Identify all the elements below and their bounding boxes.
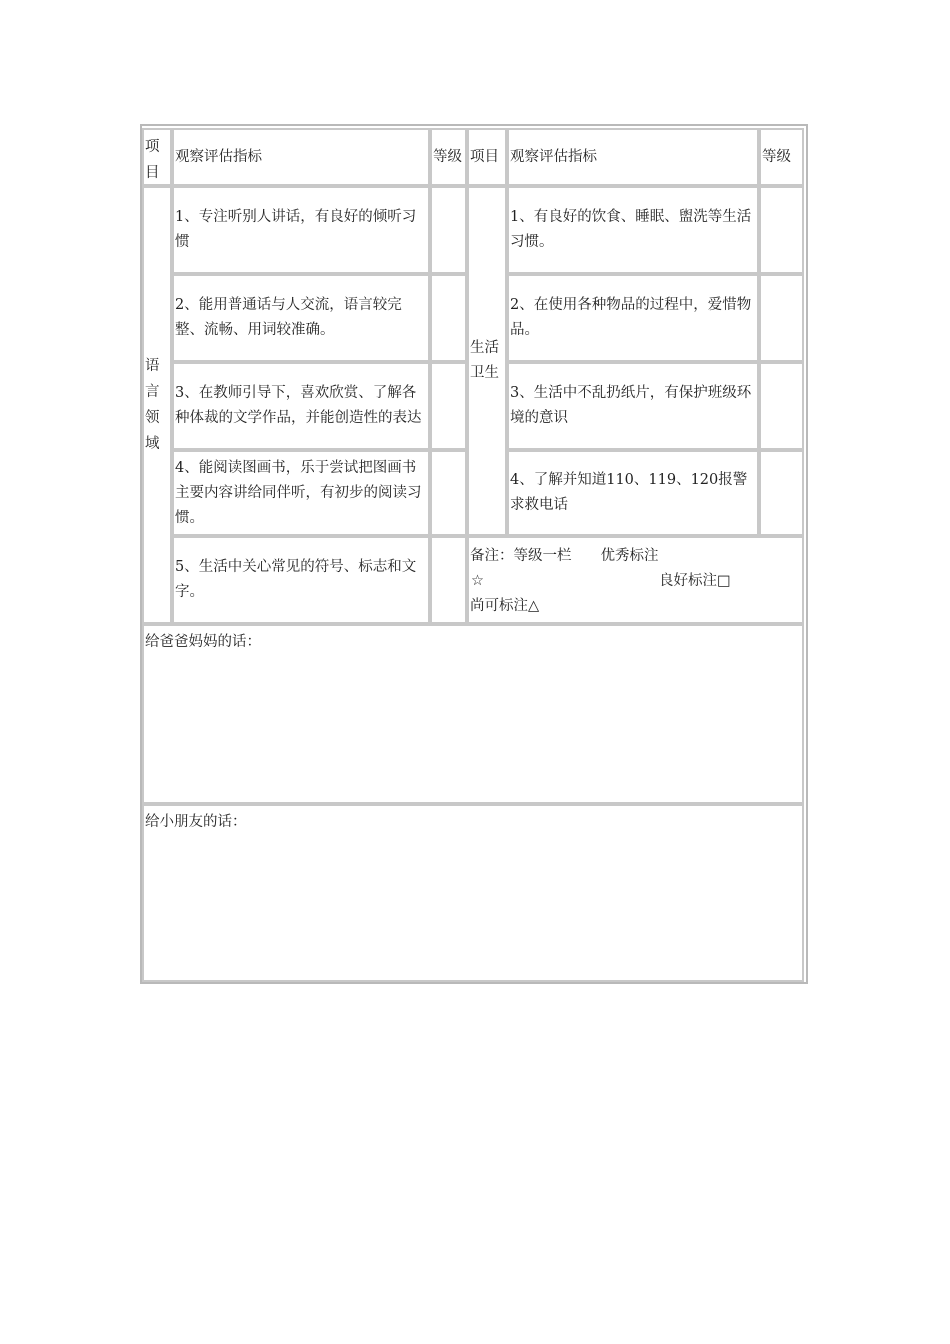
hygiene-domain-cell [467, 186, 507, 536]
language-indicator-row [172, 450, 430, 536]
hygiene-indicator-text: 3、生活中不乱扔纸片，有保护班级环境的意识 [510, 385, 752, 426]
hygiene-domain-label: 生活卫生 [470, 340, 499, 381]
header-item-right [467, 128, 507, 186]
hygiene-indicator-text: 2、在使用各种物品的过程中，爱惜物品。 [510, 297, 752, 338]
parents-message-label: 给爸爸妈妈的话： [145, 634, 261, 650]
child-message-area[interactable] [142, 804, 804, 982]
header-grade-left [430, 128, 467, 186]
language-indicator-row [172, 362, 430, 450]
hygiene-indicator-text: 4、了解并知道110、119、120报警求救电话 [510, 472, 748, 513]
language-domain-label: 语言领域 [145, 358, 160, 452]
hygiene-grade-cell [759, 274, 804, 362]
note-line-excellent: 备注：等级一栏 优秀标注 [470, 548, 659, 564]
header-grade-right [759, 128, 804, 186]
language-indicator-text: 1、专注听别人讲话，有良好的倾听习惯 [175, 209, 417, 250]
language-grade-cell [430, 362, 467, 450]
note-line-good: 良好标注□ [659, 573, 731, 589]
header-indicators-right [507, 128, 759, 186]
parents-message-area[interactable] [142, 624, 804, 804]
note-line-good-row [470, 569, 801, 594]
language-indicator-row [172, 536, 430, 624]
language-indicator-row [172, 274, 430, 362]
hygiene-grade-cell [759, 186, 804, 274]
language-indicator-text: 3、在教师引导下，喜欢欣赏、了解各种体裁的文学作品，并能创造性的表达 [175, 385, 422, 426]
hygiene-grade-cell [759, 362, 804, 450]
language-indicator-text: 4、能阅读图画书，乐于尝试把图画书主要内容讲给同伴听，有初步的阅读习惯。 [175, 459, 422, 526]
note-line-fair: 尚可标注△ [470, 598, 540, 614]
header-item-left [142, 128, 172, 186]
excellent-star-mark: ☆ [471, 573, 484, 589]
hygiene-indicator-row [507, 362, 759, 450]
header-item-right-text: 项目 [470, 148, 499, 165]
language-indicator-row [172, 186, 430, 274]
grade-legend-note [467, 536, 804, 624]
language-indicator-text: 2、能用普通话与人交流，语言较完整、流畅、用词较准确。 [175, 297, 402, 338]
header-item-left-text: 项目 [145, 139, 160, 181]
header-indicators-left [172, 128, 430, 186]
hygiene-indicator-row [507, 274, 759, 362]
hygiene-indicator-text: 1、有良好的饮食、睡眠、盥洗等生活习惯。 [510, 209, 752, 250]
language-indicator-text: 5、生活中关心常见的符号、标志和文字。 [175, 559, 417, 600]
hygiene-grade-cell [759, 450, 804, 536]
header-grade-left-text: 等级 [433, 148, 462, 165]
hygiene-indicator-row [507, 186, 759, 274]
language-grade-cell [430, 186, 467, 274]
header-grade-right-text: 等级 [762, 148, 791, 165]
language-grade-cell [430, 274, 467, 362]
language-grade-cell [430, 450, 467, 536]
hygiene-indicator-row [507, 450, 759, 536]
child-message-label: 给小朋友的话： [145, 814, 247, 830]
header-indicators-right-text: 观察评估指标 [510, 148, 597, 165]
header-indicators-left-text: 观察评估指标 [175, 148, 262, 165]
language-grade-cell [430, 536, 467, 624]
language-domain-cell [142, 186, 172, 624]
